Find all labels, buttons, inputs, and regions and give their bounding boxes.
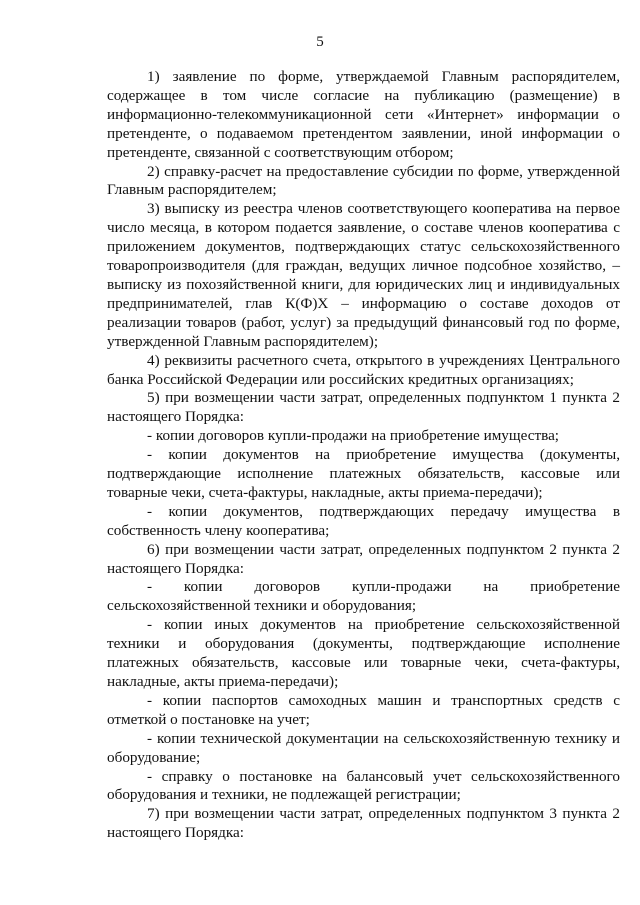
paragraph-5-cost-reimbursement: 5) при возмещении части затрат, определенных подпунктом 1 пункта 2 настоящего Порядка: xyxy=(107,389,620,426)
list-item-technical-documentation: - копии технической документации на сельскохозяйственную технику и оборудование; xyxy=(107,729,620,766)
paragraph-2-calculation: 2) справку-расчет на предоставление субсидии по форме, утвержденной Главным распорядителем; xyxy=(107,162,620,199)
list-item-equipment-contracts: - копии договоров купли-продажи на приобретение сельскохозяйственной техники и оборудования; xyxy=(107,578,620,615)
page-number: 5 xyxy=(316,34,324,50)
paragraph-7-cost-reimbursement: 7) при возмещении части затрат, определенных подпунктом 3 пункта 2 настоящего Порядка: xyxy=(107,805,620,842)
list-item-equipment-documents: - копии иных документов на приобретение сельскохозяйственной техники и оборудования (документы, подтверждающие исполнение платежных обязательств, кассовые или товарные чеки, счета-фактуры, накладные, акты приема-передачи); xyxy=(107,616,620,690)
list-item-vehicle-passports: - копии паспортов самоходных машин и транспортных средств с отметкой о постановке на учет; xyxy=(107,691,620,728)
document-body xyxy=(107,68,620,843)
paragraph-3-registry-extract: 3) выписку из реестра членов соответствующего кооператива на первое число месяца, в котором подается заявление, о составе членов кооператива с приложением документов, подтверждающих статус сельскохозяйственного товаропроизводителя (для граждан, ведущих личное подсобное хозяйство, – выписку из похозяйственной книги, для юридических лиц и индивидуальных предпринимателей, глав К(Ф)Х – информацию о составе доходов от реализации товаров (работ, услуг) за предыдущий финансовый год по форме, утвержденной Главным распорядителем); xyxy=(107,200,620,350)
list-item-acquisition-documents: - копии документов на приобретение имущества (документы, подтверждающие исполнение платежных обязательств, кассовые или товарные чеки, счета-фактуры, накладные, акты приема-передачи); xyxy=(107,446,620,501)
list-item-purchase-contracts: - копии договоров купли-продажи на приобретение имущества; xyxy=(147,427,560,445)
paragraph-6-cost-reimbursement: 6) при возмещении части затрат, определенных подпунктом 2 пункта 2 настоящего Порядка: xyxy=(107,540,620,577)
list-item-transfer-documents: - копии документов, подтверждающих передачу имущества в собственность члену кооператива; xyxy=(107,502,620,539)
list-item-balance-sheet-certificate: - справку о постановке на балансовый учет сельскохозяйственного оборудования и техники, не подлежащей регистрации; xyxy=(107,767,620,804)
paragraph-1-application: 1) заявление по форме, утверждаемой Главным распорядителем, содержащее в том числе согласие на публикацию (размещение) в информационно-телекоммуникационной сети «Интернет» информации о претенденте, о подаваемом претендентом заявлении, иной информации о претенденте, связанной с соответствующим отбором; xyxy=(107,68,620,161)
paragraph-4-bank-details: 4) реквизиты расчетного счета, открытого в учреждениях Центрального банка Российской Федерации или российских кредитных организациях; xyxy=(107,351,620,388)
